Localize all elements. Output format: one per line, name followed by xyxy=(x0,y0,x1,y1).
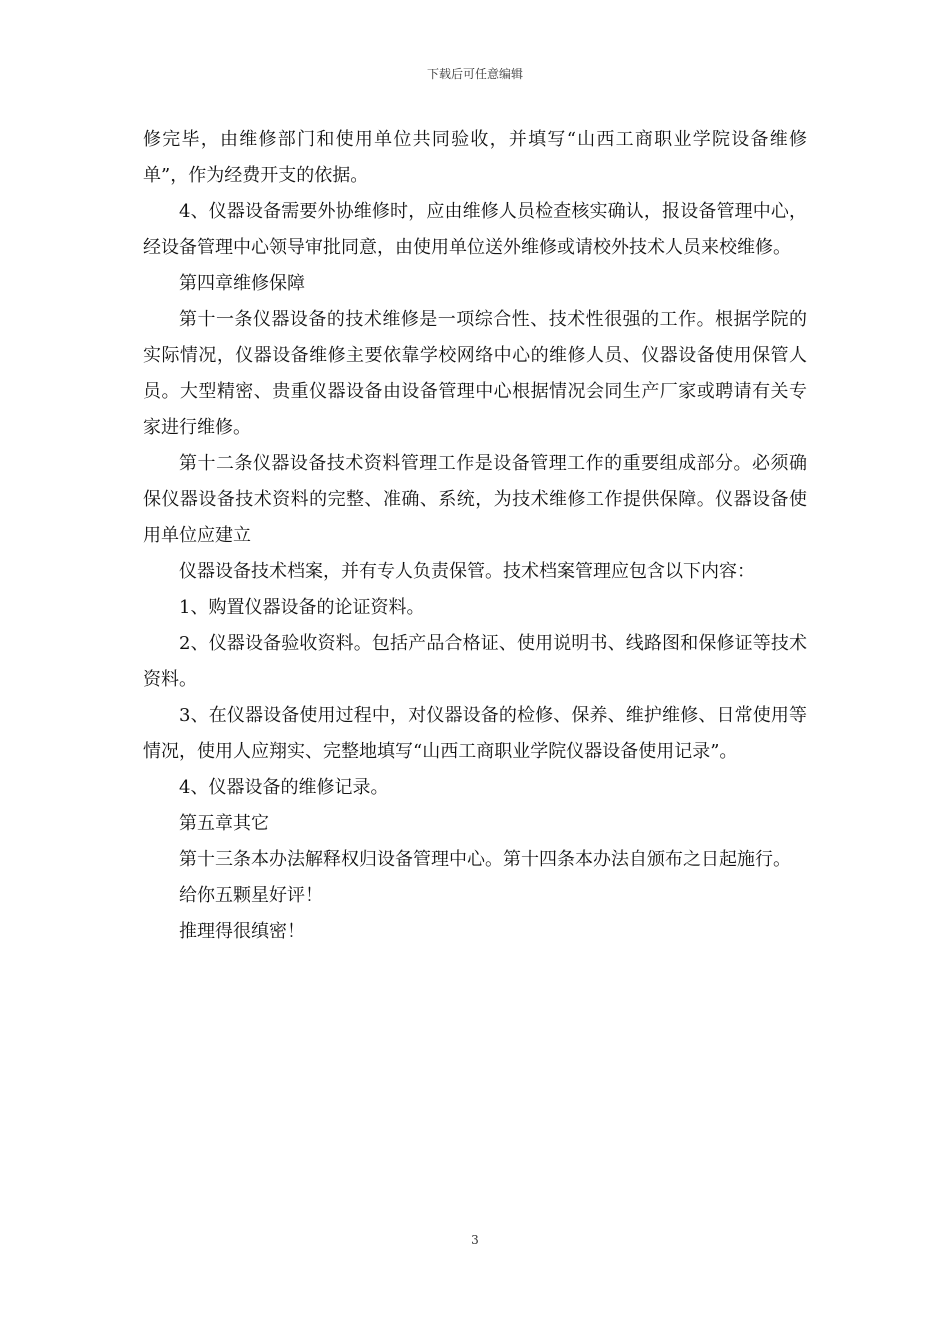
list-item: 4、仪器设备的维修记录。 xyxy=(179,777,389,798)
list-item: 3、在仪器设备使用过程中，对仪器设备的检修、保养、维护维修、日常使用等情况，使用人应翔实、完整地填写“山西工商职业学院仪器设备使用记录”。 xyxy=(143,705,807,762)
paragraph: 第十二条仪器设备技术资料管理工作是设备管理工作的重要组成部分。必须确保仪器设备技术资料的完整、准确、系统，为技术维修工作提供保障。仪器设备使用单位应建立 xyxy=(143,453,807,546)
paragraph: 第十三条本办法解释权归设备管理中心。第十四条本办法自颁布之日起施行。 xyxy=(179,849,791,870)
chapter-heading: 第四章维修保障 xyxy=(179,273,305,294)
list-item: 2、仪器设备验收资料。包括产品合格证、使用说明书、线路图和保修证等技术资料。 xyxy=(143,633,807,690)
paragraph: 修完毕，由维修部门和使用单位共同验收，并填写“山西工商职业学院设备维修单”，作为经费开支的依据。 xyxy=(143,129,807,186)
paragraph: 第十一条仪器设备的技术维修是一项综合性、技术性很强的工作。根据学院的实际情况，仪器设备维修主要依靠学校网络中心的维修人员、仪器设备使用保管人员。大型精密、贵重仪器设备由设备管理中心根据情况会同生产厂家或聘请有关专家进行维修。 xyxy=(143,309,807,438)
page-header: 下载后可任意编辑 xyxy=(426,67,523,81)
chapter-heading: 第五章其它 xyxy=(179,813,269,834)
paragraph: 仪器设备技术档案，并有专人负责保管。技术档案管理应包含以下内容： xyxy=(179,561,755,582)
paragraph: 4、仪器设备需要外协维修时，应由维修人员检查核实确认，报设备管理中心，经设备管理中心领导审批同意，由使用单位送外维修或请校外技术人员来校维修。 xyxy=(143,201,807,258)
list-item: 1、购置仪器设备的论证资料。 xyxy=(179,597,425,618)
paragraph: 给你五颗星好评！ xyxy=(179,885,323,906)
paragraph: 推理得很缜密！ xyxy=(179,921,305,942)
document-body xyxy=(143,122,807,950)
page-number: 3 xyxy=(471,1233,479,1247)
